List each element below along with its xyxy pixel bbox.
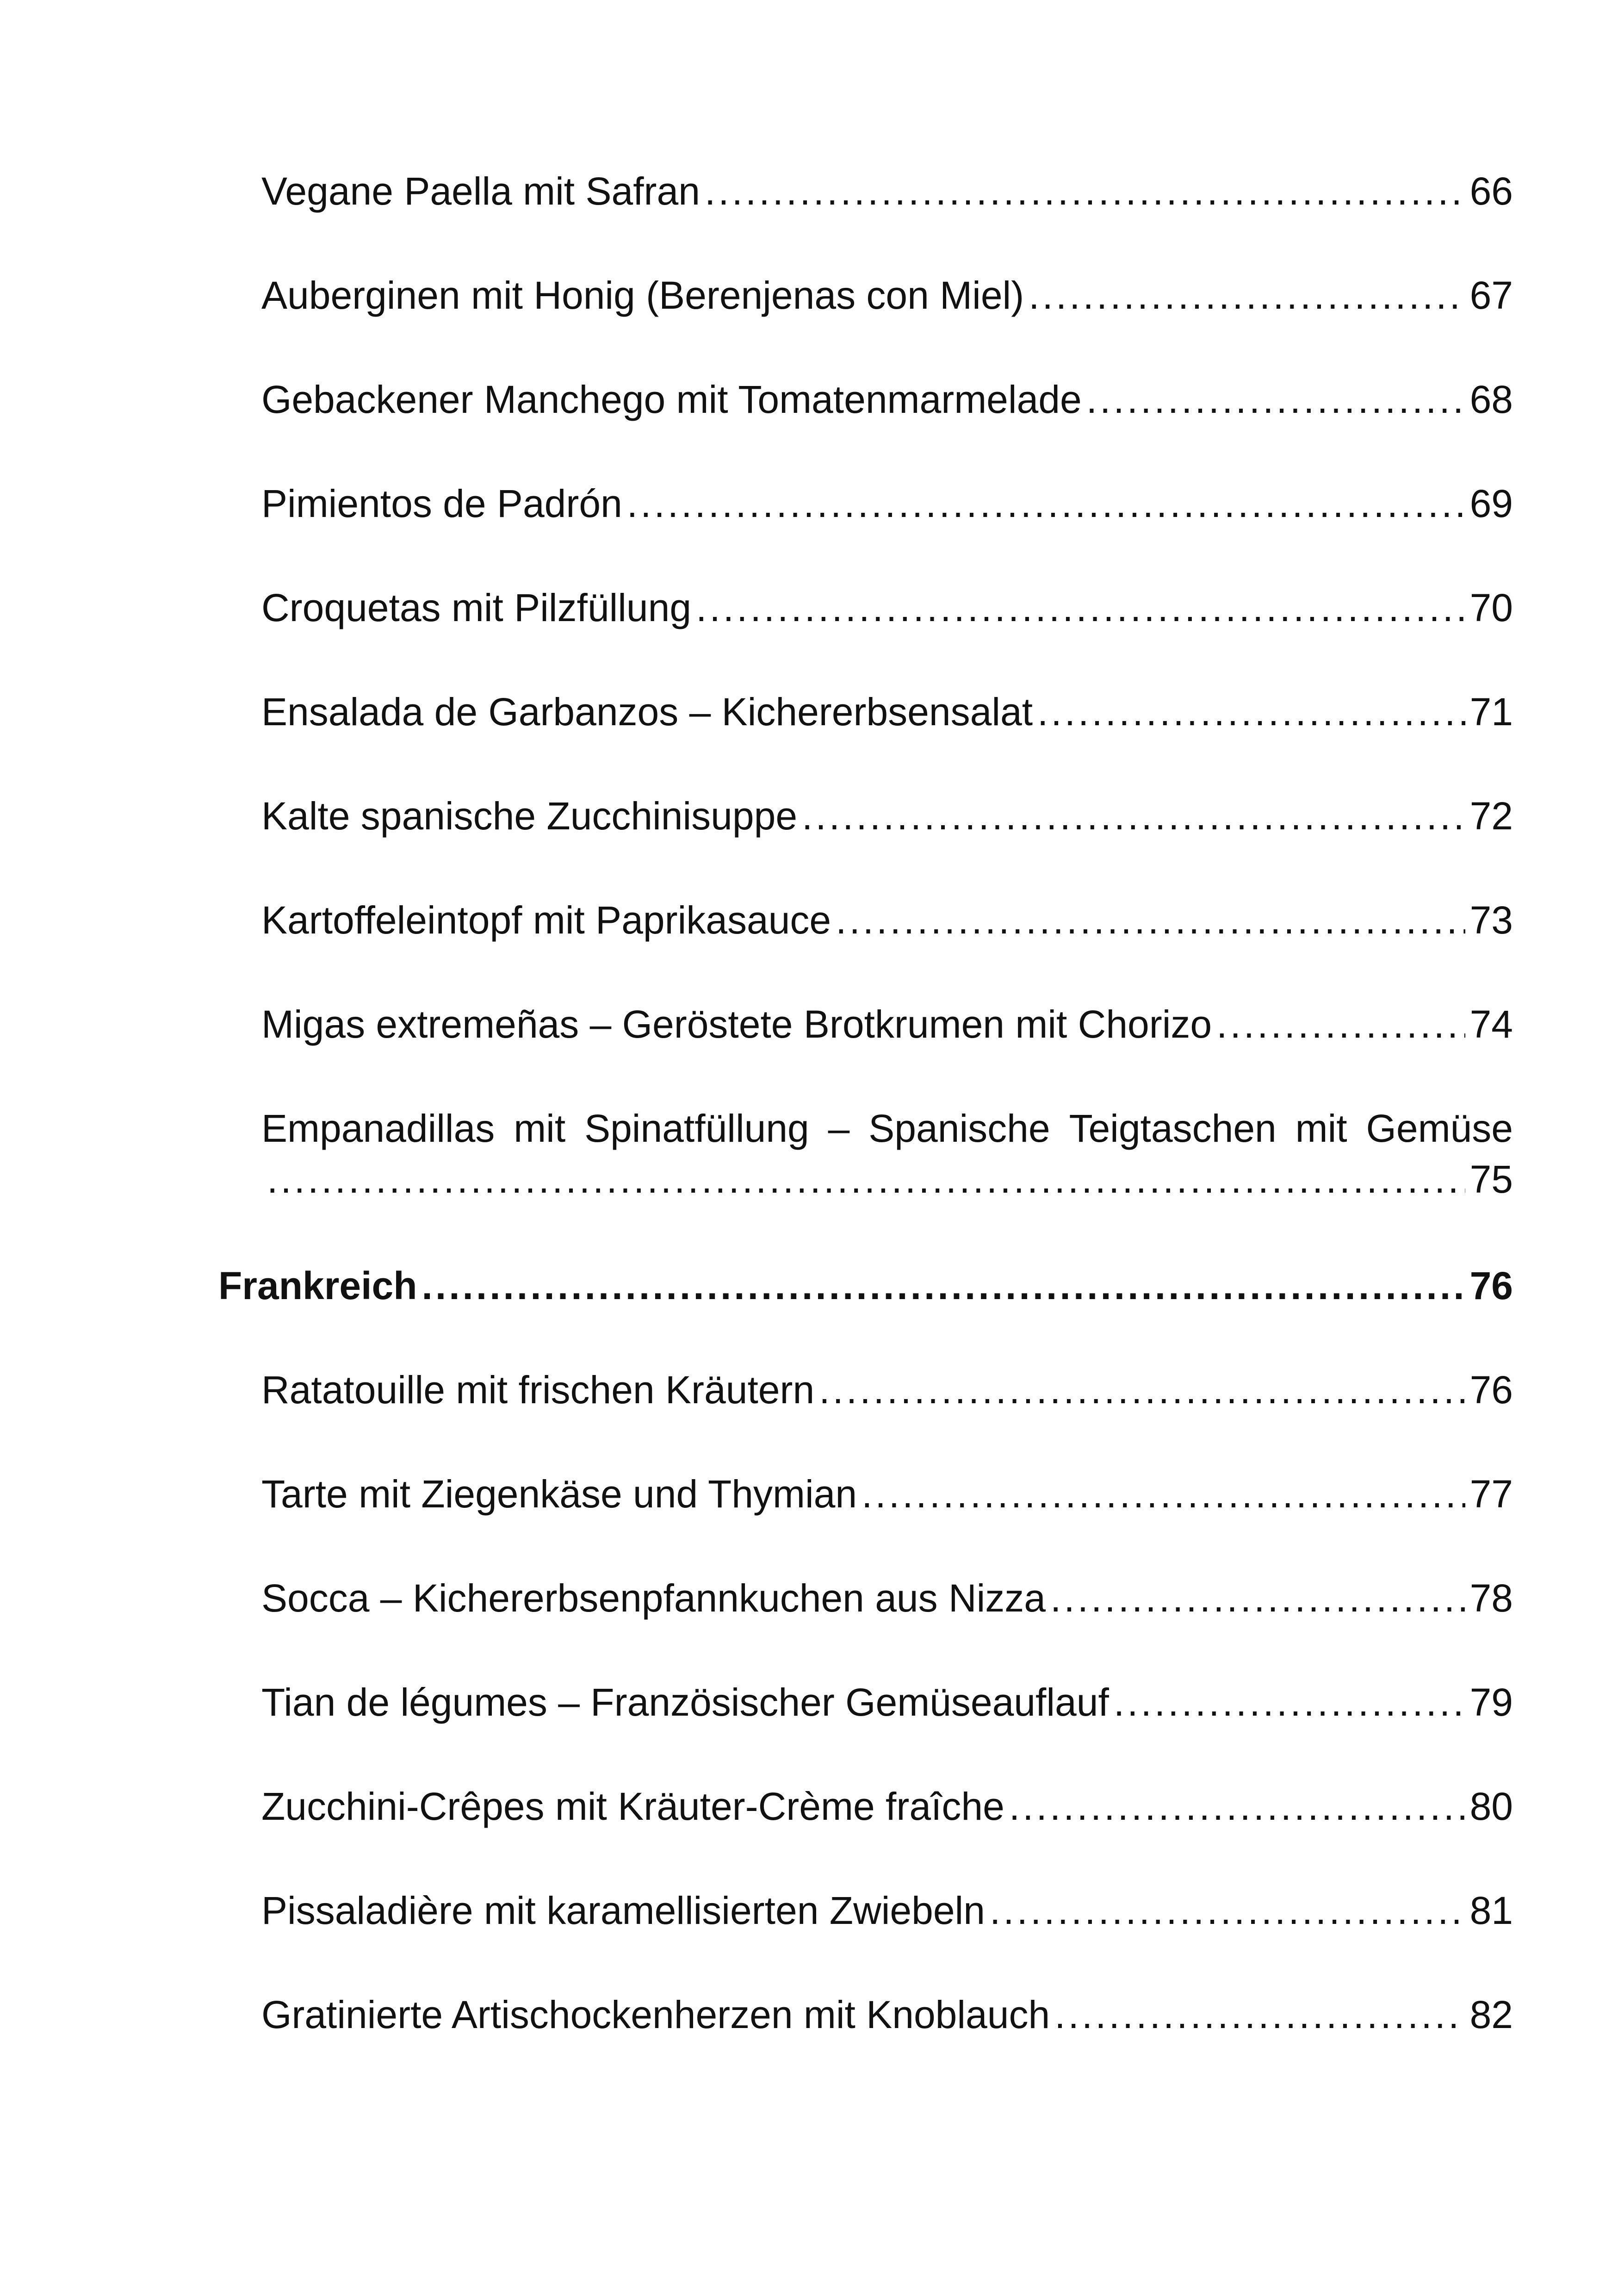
toc-entry-page: 74 xyxy=(1469,1002,1513,1046)
toc-entry-page: 71 xyxy=(1469,690,1513,734)
dot-leader xyxy=(836,897,1465,943)
dot-leader xyxy=(819,1367,1465,1413)
toc-entry-word: Spanische xyxy=(868,1107,1050,1150)
toc-entry[interactable] xyxy=(261,1887,1513,1934)
dot-leader xyxy=(1086,376,1465,423)
toc-entry-page: 72 xyxy=(1469,794,1513,838)
toc-entry-title: Socca – Kichererbsenpfannkuchen aus Nizza xyxy=(261,1576,1046,1620)
toc-entry-title: Croquetas mit Pilzfüllung xyxy=(261,586,692,629)
toc-entry[interactable] xyxy=(261,689,1513,735)
toc-entry-page: 80 xyxy=(1469,1785,1513,1828)
toc-entry-page: 79 xyxy=(1469,1680,1513,1724)
toc-entry-title: Kalte spanische Zucchinisuppe xyxy=(261,794,798,838)
toc-entry[interactable] xyxy=(261,168,1513,214)
toc-entry-page: 76 xyxy=(1469,1368,1513,1412)
toc-entry[interactable] xyxy=(261,376,1513,423)
toc-entry-page: 77 xyxy=(1469,1472,1513,1516)
toc-entry[interactable] xyxy=(261,585,1513,631)
toc-entry[interactable] xyxy=(261,1575,1513,1621)
toc-entry-title: Vegane Paella mit Safran xyxy=(261,169,700,213)
toc-entry[interactable] xyxy=(261,897,1513,943)
toc-entry[interactable] xyxy=(261,793,1513,839)
toc-entry[interactable] xyxy=(261,1783,1513,1829)
toc-entry-page: 75 xyxy=(1469,1157,1513,1201)
dot-leader xyxy=(627,480,1465,527)
toc-entry-page: 82 xyxy=(1469,1993,1513,2036)
toc-entry-page: 78 xyxy=(1469,1576,1513,1620)
toc-entry-title-line xyxy=(261,1103,1513,1154)
toc-entry-wrapped[interactable] xyxy=(261,1103,1513,1205)
toc-entry-page: 66 xyxy=(1469,169,1513,213)
dot-leader xyxy=(1029,272,1465,318)
toc-chapter-entry[interactable] xyxy=(218,1263,1513,1309)
toc-entry-word: Spinatfüllung xyxy=(584,1107,809,1150)
toc-entry-title: Gebackener Manchego mit Tomatenmarmelade xyxy=(261,378,1082,421)
toc-entry-title: Migas extremeñas – Geröstete Brotkrumen mit Chorizo xyxy=(261,1002,1212,1046)
dot-leader xyxy=(990,1887,1465,1934)
dot-leader xyxy=(1009,1783,1465,1829)
toc-entry-word: – xyxy=(828,1107,850,1150)
toc-entry-title: Pissaladière mit karamellisierten Zwiebeln xyxy=(261,1889,985,1932)
dot-leader xyxy=(1054,1991,1465,2038)
dot-leader xyxy=(267,1154,1465,1205)
dot-leader xyxy=(862,1471,1465,1517)
toc-entry-word: Empanadillas xyxy=(261,1107,495,1150)
toc-chapter-page: 76 xyxy=(1469,1264,1513,1307)
toc-entry-title: Ensalada de Garbanzos – Kichererbsensalat xyxy=(261,690,1033,734)
toc-entry-title: Tian de légumes – Französischer Gemüseauflauf xyxy=(261,1680,1109,1724)
toc-entry-title: Zucchini-Crêpes mit Kräuter-Crème fraîche xyxy=(261,1785,1004,1828)
toc-entry-page: 73 xyxy=(1469,898,1513,942)
toc-entry-title: Auberginen mit Honig (Berenjenas con Miel) xyxy=(261,274,1024,317)
toc-entry[interactable] xyxy=(261,1471,1513,1517)
toc-entry[interactable] xyxy=(261,272,1513,318)
dot-leader xyxy=(422,1263,1465,1309)
toc-entry-word: mit xyxy=(1295,1107,1347,1150)
toc-entry-title: Ratatouille mit frischen Kräutern xyxy=(261,1368,815,1412)
toc-entry[interactable] xyxy=(261,1991,1513,2038)
toc-entry-page: 68 xyxy=(1469,378,1513,421)
toc-entry-page: 81 xyxy=(1469,1889,1513,1932)
toc-chapter-title: Frankreich xyxy=(218,1264,417,1307)
toc-entry-word: mit xyxy=(514,1107,566,1150)
toc-entry-title: Pimientos de Padrón xyxy=(261,482,622,525)
toc-entry-word: Teigtaschen xyxy=(1069,1107,1277,1150)
dot-leader xyxy=(696,585,1465,631)
dot-leader xyxy=(802,793,1465,839)
dot-leader xyxy=(705,168,1465,214)
toc-entry-title: Gratinierte Artischockenherzen mit Knoblauch xyxy=(261,1993,1050,2036)
dot-leader xyxy=(1050,1575,1465,1621)
toc-entry-title: Kartoffeleintopf mit Paprikasauce xyxy=(261,898,831,942)
toc-entry-page: 67 xyxy=(1469,274,1513,317)
toc-entry-page: 70 xyxy=(1469,586,1513,629)
toc-entry-title: Tarte mit Ziegenkäse und Thymian xyxy=(261,1472,857,1516)
toc-entry-page: 69 xyxy=(1469,482,1513,525)
toc-entry-word: Gemüse xyxy=(1366,1107,1513,1150)
toc-entry[interactable] xyxy=(261,1679,1513,1725)
toc-entry[interactable] xyxy=(261,1367,1513,1413)
toc-entry[interactable] xyxy=(261,1001,1513,1047)
toc-entry[interactable] xyxy=(261,480,1513,527)
dot-leader xyxy=(1037,689,1465,735)
dot-leader xyxy=(1114,1679,1465,1725)
toc-entry-leader-line xyxy=(261,1154,1513,1205)
dot-leader xyxy=(1216,1001,1465,1047)
